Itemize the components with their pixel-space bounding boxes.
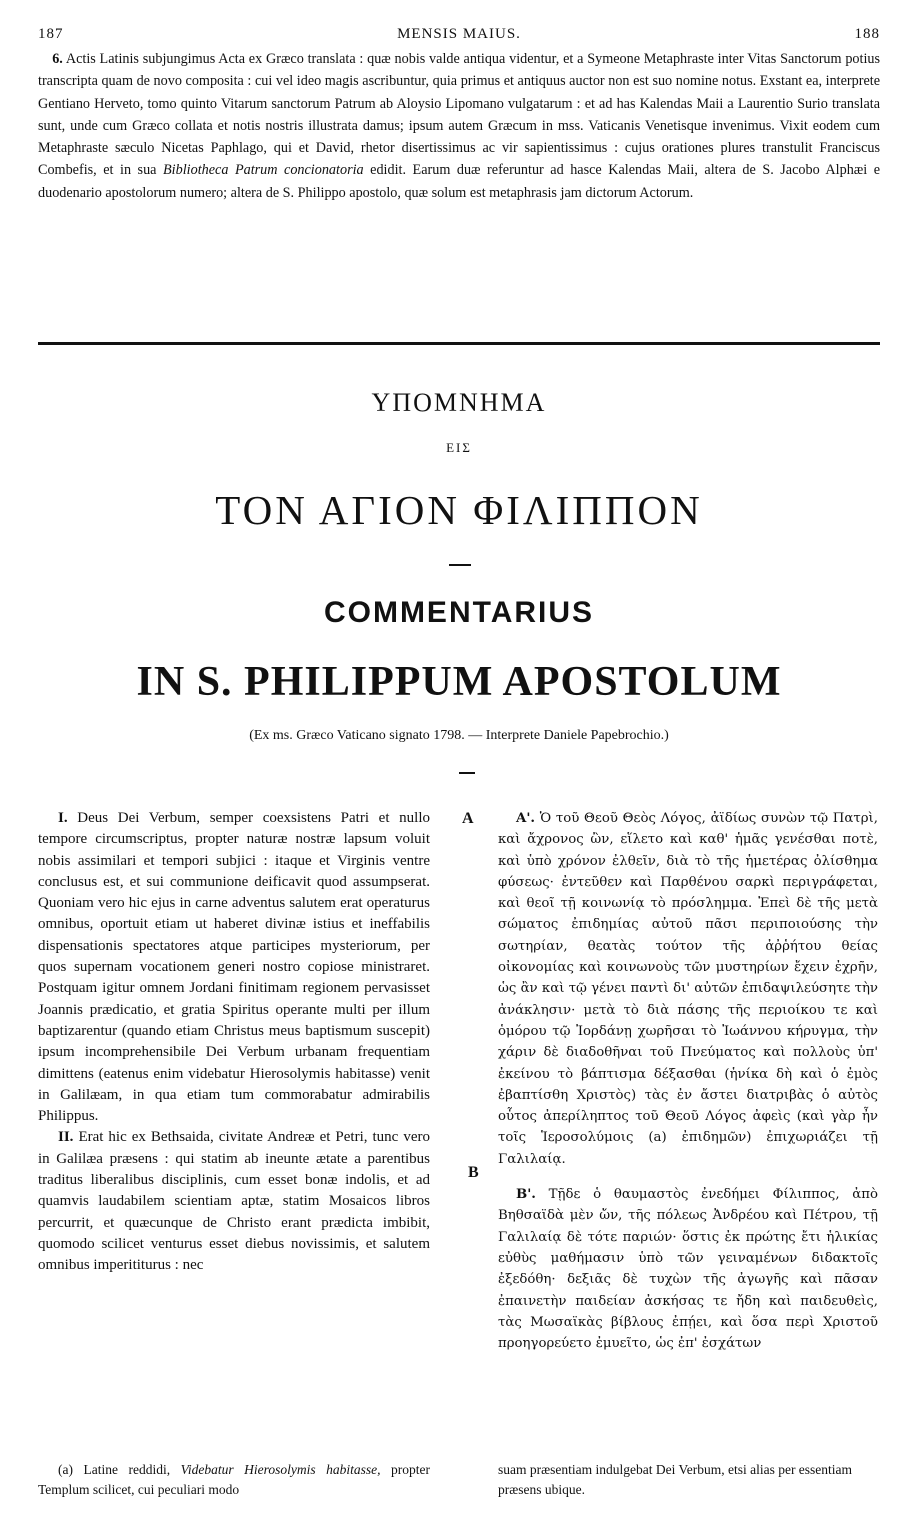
- intro-paragraph: [38, 48, 880, 204]
- margin-letter-b: B: [468, 1164, 479, 1181]
- source-note: (Ex ms. Græco Vaticano signato 1798. — Interprete Daniele Papebrochio.): [249, 728, 669, 743]
- section-rule: [38, 342, 880, 345]
- intro-italic: Bibliotheca Patrum concionatoria: [163, 162, 364, 179]
- greek-title-2: ΤΟΝ ΑΓΙΟΝ ΦΙΛΙΠΠΟΝ: [215, 487, 703, 533]
- running-head: [38, 26, 880, 48]
- greek-paragraph-1: [498, 808, 878, 1170]
- intro-text: Actis Latinis subjungimus Acta ex Græco translata : quæ nobis valde antiqua videntur, et a Symeone Metaphraste inter Vitas Sanctorum potius transcripta quam de novo composita : cui vel ideo magis ascribuntur, quia primus et antiquus auctor non est suo nomine notus. Exstant ea, interprete Gentiano Herveto, tomo quinto Vitarum sanctorum Patrum ab Aloysio Lipomano vulgatarum : et ad has Kalendas Maii a Laurentio Surio translata sunt, unde cum Græco collata et notis nostris illustrata damus; ipsum autem Græcum in mss. Vaticanis Venetisque invenimus. Vixit eodem cum Metaphraste sæculo Nicetas Paphlago, qui et David, rhetor disertissimus ac vir sapientissimus : cujus orationes plures transtulit Franciscus Combefis, et in sua: [38, 51, 881, 179]
- latin-paragraph-2-text: Erat hic ex Bethsaida, civitate Andreæ et Petri, tunc vero in Galilæa præsens : qui statim ab ineunte ætate a parentibus traditus liberalibus disciplinis, cum esset bonæ indolis, et ad quamvis laudabilem scientiam aptæ, statim Mosaicos libros percurrit, et quæcunque de Christo erant prædicta imbibit, quomodo scilicet venturus esset diebus novissimis, et salutem omnibus imperititurus : nec: [38, 1129, 430, 1274]
- title-dash: [449, 564, 471, 566]
- footnote-left: [38, 1460, 430, 1500]
- footnote-text: Latine reddidi,: [83, 1462, 171, 1477]
- intro-text-2: edidit. Earum duæ referuntur ad hasce Kalendas Maii, altera de S. Jacobo Alphæi e duodenario apostolorum numero; altera de S. Philippo apostolo, quæ solum est metaphrasis jam dictorum Actorum.: [38, 162, 881, 201]
- page-number-right: 188: [854, 26, 880, 42]
- footnote-right: suam præsentiam indulgebat Dei Verbum, etsi alias per essentiam præsens ubique.: [498, 1462, 853, 1497]
- greek-title-1: ΥΠΟΜΝΗΜΑ: [371, 388, 547, 417]
- paragraph-gap: [498, 1170, 878, 1184]
- latin-paragraph-1: [38, 808, 430, 1127]
- latin-column: [38, 808, 430, 1277]
- latin-paragraph-1-number: I.: [58, 810, 68, 826]
- source-dash: [459, 772, 475, 774]
- page-number-left: 187: [38, 26, 64, 42]
- greek-paragraph-2-text: Τῇδε ὁ θαυμαστὸς ἐνεδήμει Φίλιππος, ἀπὸ Βηθσαϊδὰ μὲν ὤν, τῆς πόλεως Ἀνδρέου καὶ Πέτρου, τῇ Γαλιλαίᾳ δὲ τότε παριών· ὅστις ἐκ πρώτης ἔτι ἡλικίας εὐθὺς μαθήμασιν ὑπὸ τῶν γειναμένων διδακτοῖς ἐξεδόθη· δεξιᾶς δὲ τυχὼν τῆς ἀγωγῆς καὶ πᾶσαν ἐπαινετὴν παιδείαν ἀσκήσας τε ἤδη καὶ παιδευθεὶς, τὰς Μωσαϊκὰς βίβλους ἐπῄει, καὶ ὅσα περὶ Χριστοῦ προηγορεύετο ἐμυεῖτο, ὡς ἐπ' ἐσχάτων: [498, 1187, 878, 1352]
- latin-paragraph-1-text: Deus Dei Verbum, semper coexsistens Patri et nullo tempore circumscriptus, propter naturæ nostræ lapsum voluit nobis assimilari et tempori subjici : itaque et Virginis ventre conclusus est, et sui communione deificavit quod assumpserat. Quoniam vero hic ejus in carne adventus salutem erat operaturus omnibus, oportuit etiam ut haberet divinæ istius et ineffabilis dispensationis spectatores atque participes mysteriorum, per quos supernam vocationem generi nostro copiose ministraret. Postquam igitur omnem Jordani finitimam regionem pervasisset Joannis prædicatio, et gratia Spiritus operante multi per illum baptizarentur (quando etiam Christus meus baptismum suscepit) ipsum incomprehensibile Dei Verbum urbanam frequentiam dimittens (eatenus enim videbatur Hierosolymis habitasse) venit in Galilæam, in qua etiam tum commorabatur admirabilis Philippus.: [38, 810, 430, 1125]
- greek-paragraph-2-number: Β'.: [516, 1187, 536, 1203]
- greek-paragraph-2: [498, 1184, 878, 1354]
- latin-paragraph-2: [38, 1127, 430, 1276]
- footnote-mark: (a): [58, 1462, 73, 1477]
- greek-title-eis: ΕΙΣ: [446, 440, 472, 455]
- footnote-text-2: propter Templum scilicet, cui peculiari modo: [38, 1462, 431, 1497]
- running-title: MENSIS MAIUS.: [397, 26, 521, 42]
- greek-column: [498, 808, 878, 1354]
- page: [38, 26, 881, 1497]
- latin-title-2: IN S. PHILIPPUM APOSTOLUM: [136, 659, 782, 705]
- greek-paragraph-1-text: Ὁ τοῦ Θεοῦ Θεὸς Λόγος, ἀϊδίως συνὼν τῷ Πατρὶ, καὶ ἄχρονος ὢν, εἵλετο καὶ καθ' ἡμᾶς γενέσθαι ποτὲ, καὶ ὑπὸ χρόνον ἐλθεῖν, διὰ τὸ τῆς ἡμετέρας ὀλίσθημα φύσεως· ἐντεῦθεν καὶ Παρθένου σαρκὶ περιγράφεται, καὶ θεοῖ τῇ κοινωνίᾳ τὸ πρόσλημμα. Ἐπεὶ δὲ τῆς μετὰ σώματος ἐπιδημίας αὐτοῦ πᾶσι περιποιούσης τὴν σωτηρίαν, θεατὰς τούτον τῆς ἀῤῥήτου θείας οἰκονομίας καὶ κοινωνοὺς τῶν μυστηρίων ἔχειν ἐχρῆν, ὡς ἂν καὶ τῷ γένει παντὶ δι' αὐτῶν ἐπιδαψιλεύσητε τὴν ἀνάκλησιν· μετὰ τὸ διὰ πάσης τῆς περιοίκου τε καὶ ὁμόρου τῷ Ἰορδάνῃ χωρῆσαι τὸ Ἰωάννου κήρυγμα, τὴν χάριν δὲ διαδοθῆναι τοῦ Πνεύματος καὶ πολλοὺς ὑπ' ἐκείνου τὸ βάπτισμα δέξασθαι (ἡνίκα δὴ καὶ ὁ ἐμὸς ἐβαπτίσθη Χριστὸς) τὰς ἐν ἄστει διατριβὰς ὁ αὐτὸς οὗτος ἀπερίληπτος τοῦ Θεοῦ Λόγος ἀφεὶς (καὶ γὰρ ἦν τοῖς Ἱεροσολύμοις (a) ἐπιδημῶν) ἐπιχωριάζει τῇ Γαλιλαίᾳ.: [498, 811, 878, 1167]
- latin-title-1: COMMENTARIUS: [323, 596, 595, 629]
- greek-paragraph-1-number: Α'.: [516, 811, 536, 826]
- footnote-italic: Videbatur Hierosolymis habitasse,: [180, 1462, 381, 1477]
- latin-paragraph-2-number: II.: [58, 1129, 74, 1146]
- margin-letter-a: A: [462, 810, 474, 827]
- intro-number: 6.: [52, 51, 63, 67]
